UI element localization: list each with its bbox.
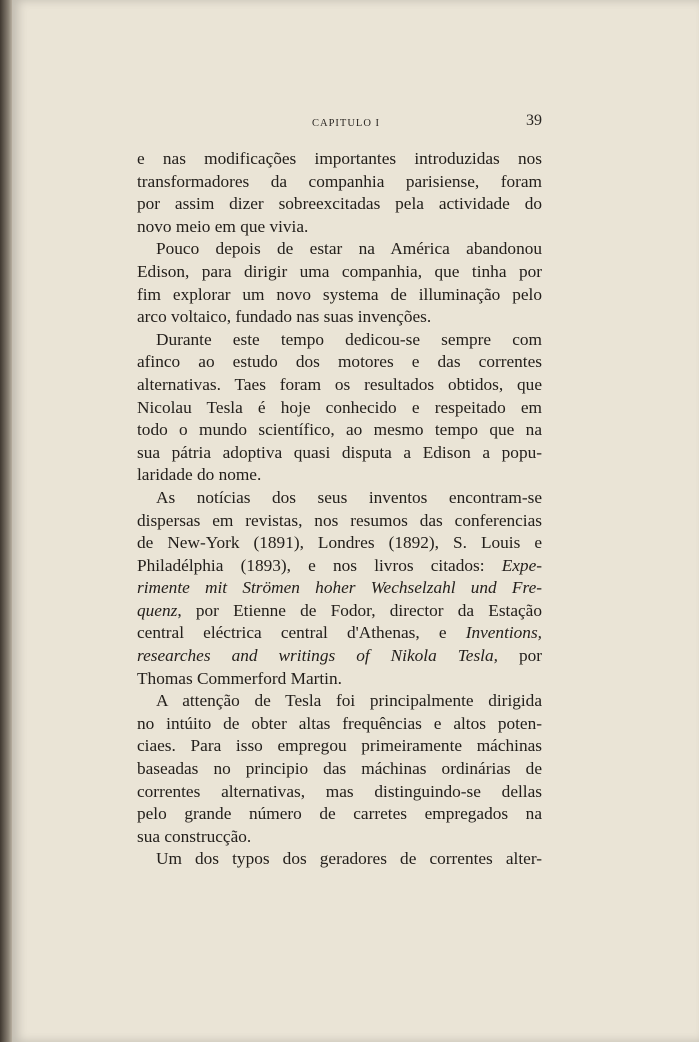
- text-line: correntes alternativas, mas distinguindo-se dellas: [137, 781, 542, 801]
- text-line: Pouco depois de estar na América abandonou: [156, 239, 542, 259]
- body-text: [137, 148, 542, 871]
- text-line: sua construcção.: [137, 826, 252, 846]
- italic-title-run: Inventions,: [465, 623, 542, 643]
- text-line: Edison, para dirigir uma companhia, que tinha por: [137, 261, 542, 281]
- paragraph-4: [137, 487, 542, 690]
- running-head: CAPITULO I: [312, 118, 381, 129]
- text-run: central eléctrica central d'Athenas, e: [137, 623, 466, 643]
- text-line: pelo grande número de carretes empregados na: [137, 804, 542, 824]
- text-line: baseadas no principio das máchinas ordinárias de: [137, 759, 542, 779]
- text-line: novo meio em que vivia.: [137, 216, 309, 236]
- paragraph-5: [137, 690, 542, 848]
- text-run: por: [497, 646, 542, 666]
- text-run: Philadélphia (1893), e nos livros citados:: [137, 555, 502, 575]
- text-line: [137, 555, 542, 578]
- text-line: A attenção de Tesla foi principalmente dirigida: [156, 691, 542, 711]
- text-line: sua pátria adoptiva quasi disputa a Edison a popu-: [137, 442, 542, 462]
- text-line: dispersas em revistas, nos resumos das conferencias: [137, 510, 542, 530]
- text-line: ciaes. Para isso empregou primeiramente máchinas: [137, 736, 542, 756]
- paragraph-1: [137, 148, 542, 238]
- text-line: e nas modificações importantes introduzidas nos: [137, 149, 542, 168]
- italic-title-run: quenz: [137, 600, 178, 620]
- text-run: , por Etienne de Fodor, director da Estação: [177, 600, 542, 620]
- text-line: transformadores da companhia parisiense, foram: [137, 171, 542, 191]
- text-line: [137, 600, 542, 623]
- text-line: afinco ao estudo dos motores e das correntes: [137, 352, 542, 372]
- text-line: As notícias dos seus inventos encontram-se: [156, 487, 542, 507]
- text-line: no intúito de obter altas frequências e altos poten-: [137, 713, 542, 733]
- page-number: 39: [526, 112, 542, 129]
- text-line: laridade do nome.: [137, 465, 262, 485]
- text-line: todo o mundo scientífico, ao mesmo tempo que na: [137, 420, 542, 440]
- italic-title-run: researches and writings of Nikola Tesla,: [137, 646, 498, 666]
- text-line: rimente mit Strömen hoher Wechselzahl und Fre-: [137, 578, 542, 598]
- text-line: [137, 645, 542, 668]
- italic-title-run: Expe-: [501, 555, 542, 575]
- text-line: Nicolau Tesla é hoje conhecido e respeitado em: [137, 397, 542, 417]
- text-line: por assim dizer sobreexcitadas pela actividade do: [137, 194, 542, 214]
- page-header: [137, 112, 542, 134]
- paragraph-6: [137, 848, 542, 871]
- text-line: Thomas Commerford Martin.: [137, 668, 342, 688]
- book-page: [12, 0, 699, 1042]
- text-line: fim explorar um novo systema de illuminação pelo: [137, 284, 542, 304]
- text-line: de New-York (1891), Londres (1892), S. Louis e: [137, 533, 542, 553]
- text-line: Durante este tempo dedicou-se sempre com: [156, 329, 542, 349]
- text-line: alternativas. Taes foram os resultados obtidos, que: [137, 374, 542, 394]
- text-line: arco voltaico, fundado nas suas invenções.: [137, 307, 432, 327]
- text-line: [137, 622, 542, 645]
- paragraph-2: [137, 238, 542, 328]
- paragraph-3: [137, 329, 542, 487]
- text-line: Um dos typos dos geradores de correntes alter-: [156, 849, 542, 869]
